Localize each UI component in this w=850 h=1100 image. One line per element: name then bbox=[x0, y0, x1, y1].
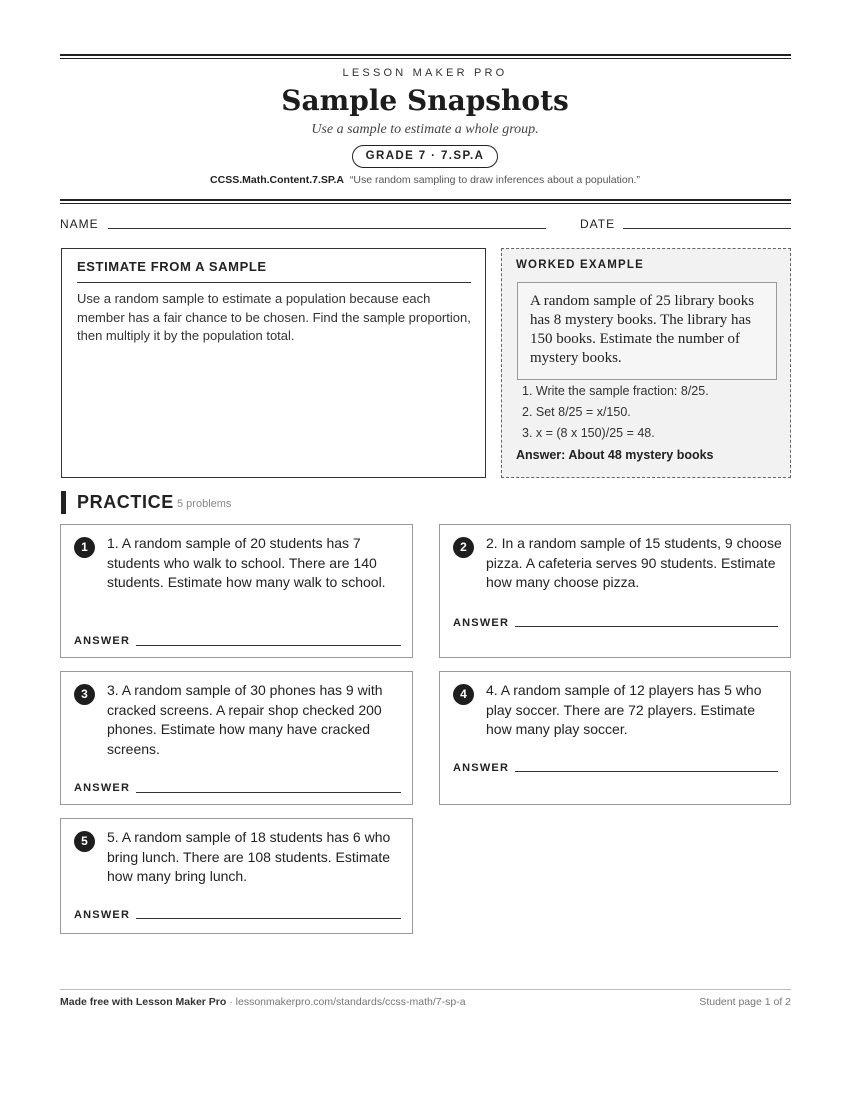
practice-count: 5 problems bbox=[177, 498, 232, 510]
footer-page-number: Student page 1 of 2 bbox=[699, 996, 791, 1008]
answer-label: ANSWER bbox=[453, 762, 510, 774]
answer-label: ANSWER bbox=[453, 617, 510, 629]
problem-card-5 bbox=[60, 818, 413, 934]
concept-heading: ESTIMATE FROM A SAMPLE bbox=[77, 259, 267, 274]
standard-code: CCSS.Math.Content.7.SP.A bbox=[210, 174, 345, 186]
page-title: Sample Snapshots bbox=[281, 84, 569, 117]
worked-step: 1. Write the sample fraction: 8/25. bbox=[522, 384, 709, 398]
problem-card-1 bbox=[60, 524, 413, 658]
problem-text: 2. In a random sample of 15 students, 9 choose pizza. A cafeteria serves 90 students. Estimate how many choose pizza. bbox=[486, 535, 782, 590]
problem-text: 3. A random sample of 30 phones has 9 with cracked screens. A repair shop checked 200 phones. Estimate how many have cracked screens. bbox=[107, 682, 383, 757]
header-bottom-double-rule bbox=[60, 199, 791, 201]
concept-body: Use a random sample to estimate a population because each member has a fair chance to be chosen. Find the sample proportion, then multiply it by the population total. bbox=[77, 291, 471, 343]
answer-label: ANSWER bbox=[74, 909, 131, 921]
problem-card-3 bbox=[60, 671, 413, 805]
answer-field[interactable] bbox=[136, 645, 401, 646]
answer-field[interactable] bbox=[515, 626, 778, 627]
answer-label: ANSWER bbox=[74, 635, 131, 647]
practice-accent-bar bbox=[61, 491, 66, 514]
footer-credit bbox=[60, 996, 466, 1008]
practice-heading: PRACTICE bbox=[77, 492, 174, 512]
problem-card-4 bbox=[439, 671, 791, 805]
problem-text: 1. A random sample of 20 students has 7 students who walk to school. There are 140 students. Estimate how many walk to school. bbox=[107, 535, 386, 590]
worked-example-problem: A random sample of 25 library books has 8 mystery books. The library has 150 books. Estimate the number of mystery books. bbox=[517, 282, 777, 380]
concept-box bbox=[61, 248, 486, 478]
standard-description: “Use random sampling to draw inferences about a population.” bbox=[349, 174, 640, 186]
problem-number-badge: 2 bbox=[453, 537, 474, 558]
name-label: NAME bbox=[60, 217, 99, 231]
footer-url[interactable]: · lessonmakerpro.com/standards/ccss-math/7-sp-a bbox=[226, 996, 466, 1008]
answer-field[interactable] bbox=[515, 771, 778, 772]
worked-example-heading: WORKED EXAMPLE bbox=[516, 259, 644, 271]
worked-example-box bbox=[501, 248, 791, 478]
answer-label: ANSWER bbox=[74, 782, 131, 794]
concept-divider bbox=[77, 282, 471, 283]
problem-number-badge: 5 bbox=[74, 831, 95, 852]
worked-step: 3. x = (8 x 150)/25 = 48. bbox=[522, 426, 655, 440]
answer-field[interactable] bbox=[136, 918, 401, 919]
problem-number-badge: 3 bbox=[74, 684, 95, 705]
top-double-rule bbox=[60, 54, 791, 56]
problem-card-2 bbox=[439, 524, 791, 658]
worked-step: 2. Set 8/25 = x/150. bbox=[522, 405, 631, 419]
date-label: DATE bbox=[580, 217, 616, 231]
name-field[interactable] bbox=[108, 228, 546, 229]
date-field[interactable] bbox=[623, 228, 791, 229]
worked-example-answer: Answer: About 48 mystery books bbox=[516, 448, 714, 462]
standard-line bbox=[0, 174, 850, 186]
answer-field[interactable] bbox=[136, 792, 401, 793]
page-subtitle: Use a sample to estimate a whole group. bbox=[311, 122, 539, 137]
problem-number-badge: 1 bbox=[74, 537, 95, 558]
brand-name: LESSON MAKER PRO bbox=[342, 67, 508, 79]
footer-divider bbox=[60, 989, 791, 990]
problem-text: 4. A random sample of 12 players has 5 who play soccer. There are 72 players. Estimate how many play soccer. bbox=[486, 682, 762, 737]
footer-made-with: Made free with Lesson Maker Pro bbox=[60, 996, 227, 1008]
problem-text: 5. A random sample of 18 students has 6 who bring lunch. There are 108 students. Estimate how many bring lunch. bbox=[107, 829, 391, 884]
problem-number-badge: 4 bbox=[453, 684, 474, 705]
grade-badge: GRADE 7 · 7.SP.A bbox=[352, 145, 498, 168]
